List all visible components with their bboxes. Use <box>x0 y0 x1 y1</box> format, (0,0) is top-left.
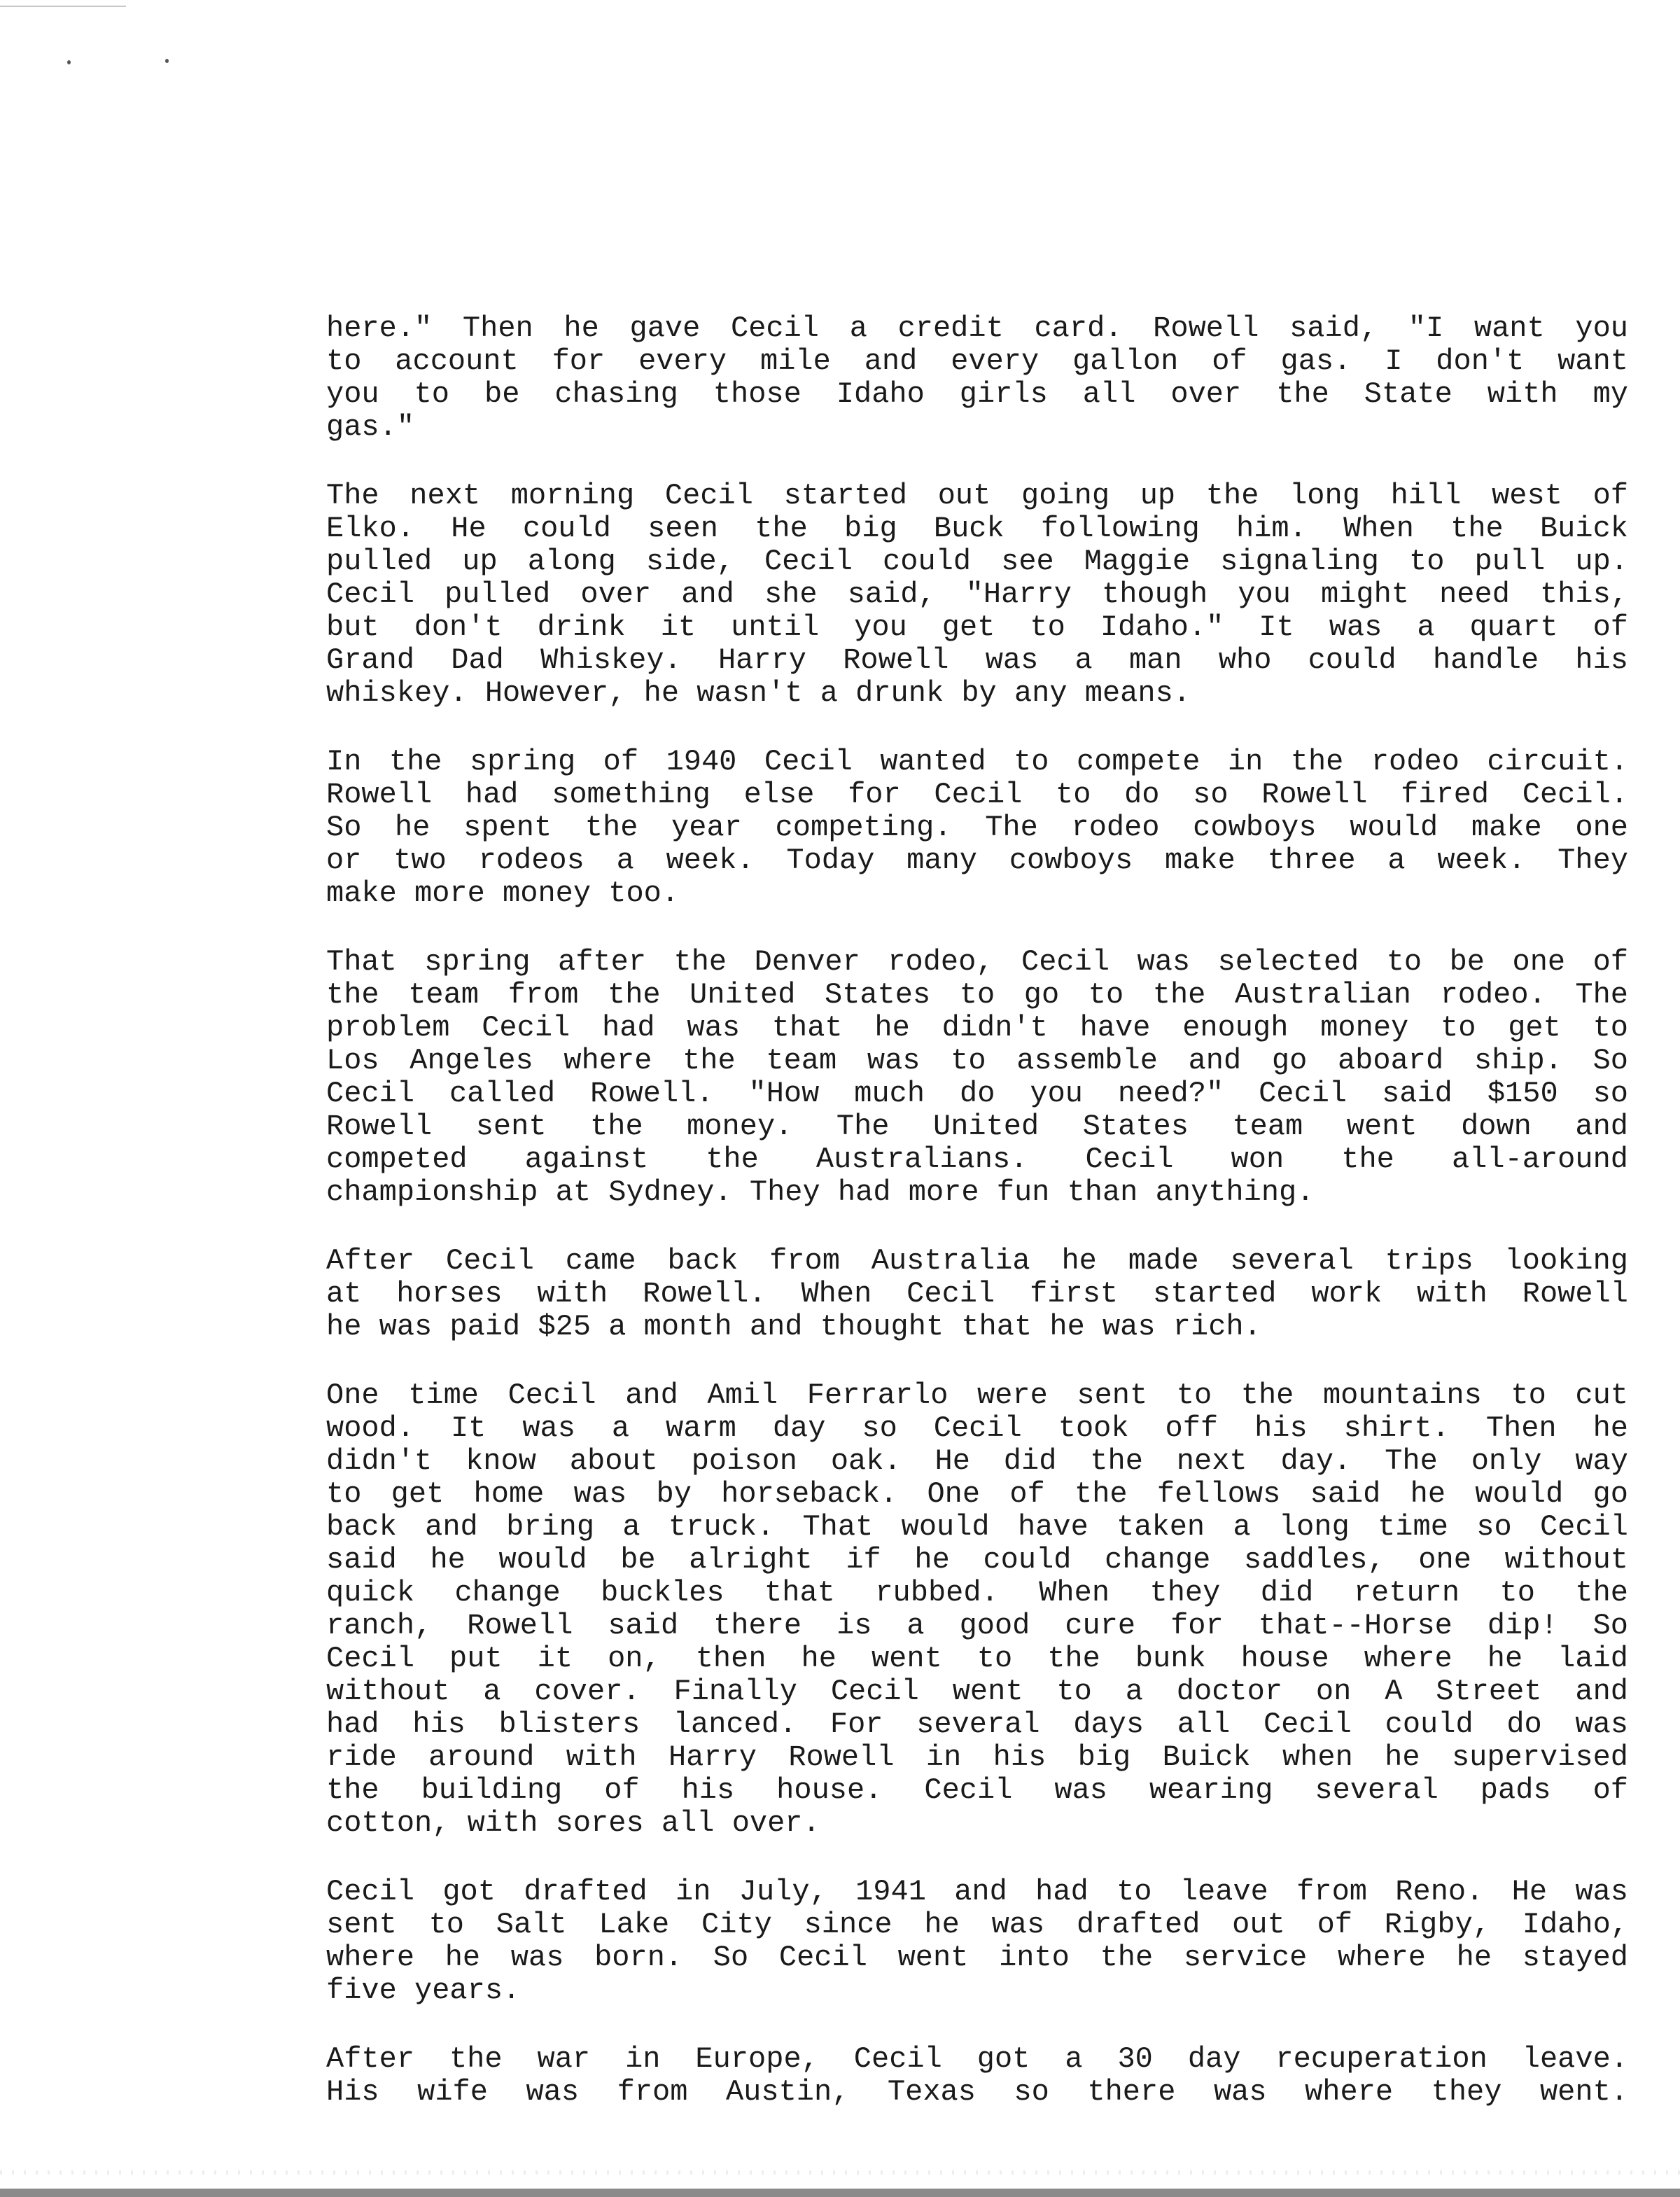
text-line: So he spent the year competing. The rodeo cowboys would make one <box>326 811 1628 844</box>
text-line: Elko. He could seen the big Buck following him. When the Buick <box>326 512 1628 545</box>
text-line: he was paid $25 a month and thought that he was rich. <box>326 1311 1261 1344</box>
text-line: back and bring a truck. That would have taken a long time so Cecil <box>326 1511 1628 1544</box>
scan-bottom-edge <box>0 2189 1680 2197</box>
text-line: Rowell sent the money. The United States team went down and <box>326 1110 1628 1143</box>
text-line: quick change buckles that rubbed. When they did return to the <box>326 1577 1628 1610</box>
text-line: said he would be alright if he could change saddles, one without <box>326 1544 1628 1577</box>
text-line: ride around with Harry Rowell in his big Buick when he supervised <box>326 1741 1628 1774</box>
text-line: five years. <box>326 1974 521 2007</box>
text-line: In the spring of 1940 Cecil wanted to compete in the rodeo circuit. <box>326 746 1628 779</box>
text-line: to account for every mile and every gallon of gas. I don't want <box>326 345 1628 378</box>
text-line: problem Cecil had was that he didn't have enough money to get to <box>326 1012 1628 1045</box>
text-line: didn't know about poison oak. He did the next day. The only way <box>326 1445 1628 1478</box>
text-line: That spring after the Denver rodeo, Cecil was selected to be one of <box>326 946 1628 979</box>
scan-bottom-noise <box>0 2170 1680 2175</box>
paragraph <box>326 2043 1628 2109</box>
paragraph <box>326 480 1628 710</box>
text-line: Cecil pulled over and she said, "Harry though you might need this, <box>326 578 1628 611</box>
text-line: championship at Sydney. They had more fun than anything. <box>326 1176 1315 1209</box>
text-line: Los Angeles where the team was to assemble and go aboard ship. So <box>326 1045 1628 1077</box>
scan-top-rule <box>0 6 126 7</box>
document-body <box>326 312 1628 2144</box>
text-line: One time Cecil and Amil Ferrarlo were sent to the mountains to cut <box>326 1379 1628 1412</box>
text-line: His wife was from Austin, Texas so there was where they went. <box>326 2076 1628 2109</box>
text-line: had his blisters lanced. For several days all Cecil could do was <box>326 1708 1628 1741</box>
text-line: but don't drink it until you get to Idaho." It was a quart of <box>326 611 1628 644</box>
text-line: or two rodeos a week. Today many cowboys make three a week. They <box>326 844 1628 877</box>
paragraph <box>326 946 1628 1209</box>
paragraph <box>326 746 1628 910</box>
text-line: to get home was by horseback. One of the fellows said he would go <box>326 1478 1628 1511</box>
text-line: After the war in Europe, Cecil got a 30 day recuperation leave. <box>326 2043 1628 2076</box>
text-line: Cecil got drafted in July, 1941 and had to leave from Reno. He was <box>326 1876 1628 1909</box>
paragraph <box>326 1245 1628 1344</box>
paragraph <box>326 312 1628 444</box>
text-line: ranch, Rowell said there is a good cure for that--Horse dip! So <box>326 1610 1628 1642</box>
text-line: The next morning Cecil started out going up the long hill west of <box>326 480 1628 512</box>
text-line: the building of his house. Cecil was wearing several pads of <box>326 1774 1628 1807</box>
scan-speck <box>67 60 71 64</box>
text-line: whiskey. However, he wasn't a drunk by any means. <box>326 677 1191 710</box>
paragraph <box>326 1876 1628 2007</box>
scan-speck <box>165 59 169 63</box>
paragraph <box>326 1379 1628 1840</box>
text-line: Cecil called Rowell. "How much do you need?" Cecil said $150 so <box>326 1077 1628 1110</box>
text-line: sent to Salt Lake City since he was drafted out of Rigby, Idaho, <box>326 1909 1628 1941</box>
text-line: After Cecil came back from Australia he made several trips looking <box>326 1245 1628 1278</box>
text-line: make more money too. <box>326 877 680 910</box>
text-line: where he was born. So Cecil went into the service where he stayed <box>326 1941 1628 1974</box>
text-line: wood. It was a warm day so Cecil took off his shirt. Then he <box>326 1412 1628 1445</box>
text-line: Rowell had something else for Cecil to do so Rowell fired Cecil. <box>326 779 1628 811</box>
text-line: Cecil put it on, then he went to the bunk house where he laid <box>326 1642 1628 1675</box>
text-line: without a cover. Finally Cecil went to a doctor on A Street and <box>326 1675 1628 1708</box>
text-line: pulled up along side, Cecil could see Maggie signaling to pull up. <box>326 545 1628 578</box>
text-line: here." Then he gave Cecil a credit card. Rowell said, "I want you <box>326 312 1628 345</box>
text-line: Grand Dad Whiskey. Harry Rowell was a man who could handle his <box>326 644 1628 677</box>
text-line: at horses with Rowell. When Cecil first started work with Rowell <box>326 1278 1628 1311</box>
text-line: the team from the United States to go to the Australian rodeo. The <box>326 979 1628 1012</box>
text-line: cotton, with sores all over. <box>326 1807 820 1840</box>
text-line: you to be chasing those Idaho girls all over the State with my <box>326 378 1628 411</box>
text-line: competed against the Australians. Cecil won the all-around <box>326 1143 1628 1176</box>
text-line: gas." <box>326 411 415 444</box>
